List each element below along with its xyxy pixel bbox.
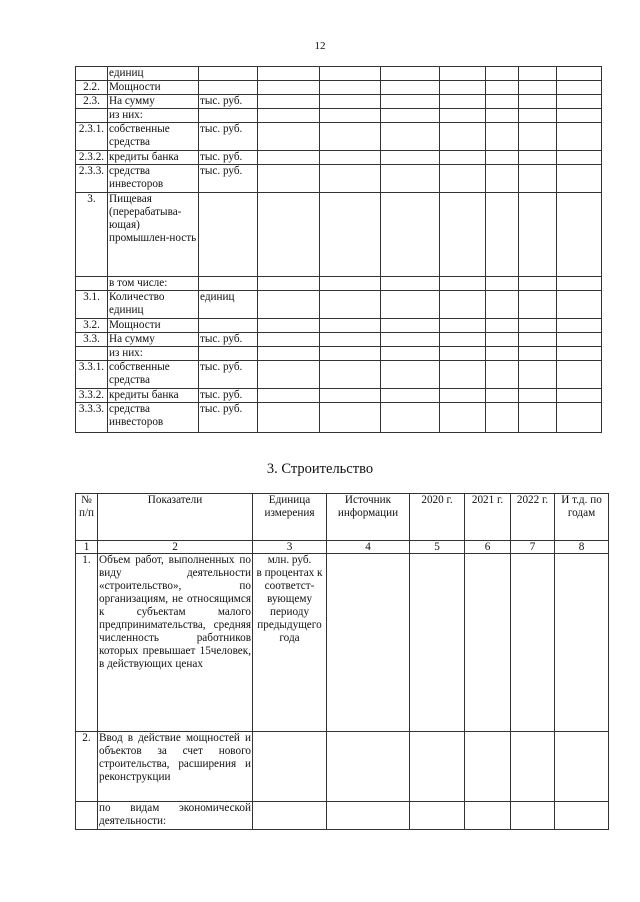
row-name: Количество единиц [108,291,199,319]
empty-cell [440,389,486,403]
row-unit: тыс. руб. [199,151,258,165]
empty-cell [486,151,519,165]
table-row [76,277,602,291]
row-unit [199,67,258,81]
row-unit: тыс. руб. [199,123,258,151]
row-num: 3.3.1. [76,361,108,389]
row-name: собственные средства [108,361,199,389]
empty-cell [555,732,609,802]
table-row [76,165,602,193]
row-num: 3.1. [76,291,108,319]
row-name: На сумму [108,95,199,109]
page-number: 12 [314,40,326,52]
header-2022: 2022 г. [511,494,555,541]
empty-cell [486,403,519,433]
empty-cell [440,81,486,95]
row-num: 3.3. [76,333,108,347]
empty-cell [381,389,440,403]
empty-cell [519,389,557,403]
row-num: 1. [76,554,98,732]
row-name: единиц [108,67,199,81]
empty-cell [486,277,519,291]
empty-cell [557,389,602,403]
empty-cell [511,732,555,802]
empty-cell [557,319,602,333]
row-num [76,802,98,830]
table-row [76,319,602,333]
empty-cell [410,732,465,802]
empty-cell [258,123,320,151]
row-name: Пищевая (перерабатыва-ющая) промышлен-ность [108,193,199,277]
row-num: 2.3. [76,95,108,109]
table-row [76,802,609,830]
empty-cell [381,403,440,433]
row-unit [199,319,258,333]
row-indicator: Объем работ, выполненных по виду деятельности «строительство», по организациям, не относящимся к субъектам малого предпринимательства, средняя численность работников которых превышает 15человек, в действующих ценах [98,554,253,732]
empty-cell [320,95,381,109]
empty-cell [440,333,486,347]
header-unit: Единица измерения [253,494,327,541]
empty-cell [327,554,410,732]
unit-line-1: млн. руб. [267,554,312,566]
empty-cell [381,277,440,291]
empty-cell [440,347,486,361]
column-number: 1 [76,541,98,554]
empty-cell [381,67,440,81]
row-name: Мощности [108,81,199,95]
empty-cell [486,333,519,347]
row-name: в том числе: [108,277,199,291]
column-number: 4 [327,541,410,554]
row-unit [199,193,258,277]
empty-cell [320,291,381,319]
empty-cell [381,95,440,109]
empty-cell [519,95,557,109]
empty-cell [557,151,602,165]
table-row [76,95,602,109]
row-unit [253,732,327,802]
empty-cell [519,277,557,291]
header-source: Источник информации [327,494,410,541]
empty-cell [320,81,381,95]
row-num [76,67,108,81]
header-indicators: Показатели [98,494,253,541]
empty-cell [440,277,486,291]
column-number-row [76,541,609,554]
row-name: кредиты банка [108,389,199,403]
row-unit [253,802,327,830]
empty-cell [327,732,410,802]
construction-table [75,493,609,830]
empty-cell [258,109,320,123]
table-row [76,123,602,151]
empty-cell [320,333,381,347]
empty-cell [519,109,557,123]
empty-cell [381,81,440,95]
empty-cell [258,193,320,277]
empty-cell [519,291,557,319]
empty-cell [519,67,557,81]
empty-cell [320,389,381,403]
empty-cell [486,95,519,109]
table-row [76,291,602,319]
unit-line-2: в процентах к соответст-вующему периоду предыдущего года [256,567,323,644]
empty-cell [519,193,557,277]
empty-cell [465,732,511,802]
table-row [76,347,602,361]
empty-cell [557,81,602,95]
table-row [76,403,602,433]
empty-cell [381,291,440,319]
empty-cell [440,291,486,319]
empty-cell [327,802,410,830]
empty-cell [486,109,519,123]
empty-cell [557,193,602,277]
empty-cell [486,361,519,389]
empty-cell [410,554,465,732]
empty-cell [320,67,381,81]
row-num: 3.3.3. [76,403,108,433]
header-num: № п/п [76,494,98,541]
column-number: 8 [555,541,609,554]
row-indicator: по видам экономической деятельности: [98,802,253,830]
empty-cell [258,389,320,403]
empty-cell [557,109,602,123]
table-row [76,109,602,123]
header-2021: 2021 г. [465,494,511,541]
empty-cell [440,109,486,123]
empty-cell [486,319,519,333]
header-2020: 2020 г. [410,494,465,541]
column-number: 6 [465,541,511,554]
empty-cell [519,361,557,389]
empty-cell [440,165,486,193]
table-row [76,554,609,732]
row-num: 2.3.1. [76,123,108,151]
empty-cell [519,81,557,95]
empty-cell [320,109,381,123]
empty-cell [486,389,519,403]
table-row [76,151,602,165]
empty-cell [258,67,320,81]
empty-cell [258,165,320,193]
row-num [76,277,108,291]
header-etc: И т.д. по годам [555,494,609,541]
empty-cell [381,165,440,193]
row-unit: единиц [199,291,258,319]
empty-cell [440,123,486,151]
empty-cell [381,109,440,123]
empty-cell [320,403,381,433]
row-unit: тыс. руб. [199,389,258,403]
table-row [76,333,602,347]
empty-cell [320,165,381,193]
empty-cell [410,802,465,830]
table-row [76,81,602,95]
empty-cell [258,151,320,165]
empty-cell [258,291,320,319]
section-title: 3. Строительство [266,461,374,477]
table-row [76,389,602,403]
empty-cell [320,123,381,151]
column-number: 7 [511,541,555,554]
empty-cell [486,165,519,193]
empty-cell [519,123,557,151]
empty-cell [440,67,486,81]
empty-cell [381,151,440,165]
empty-cell [381,361,440,389]
row-name: средства инвесторов [108,403,199,433]
row-unit: тыс. руб. [199,361,258,389]
empty-cell [440,403,486,433]
row-name: На сумму [108,333,199,347]
empty-cell [440,95,486,109]
empty-cell [557,277,602,291]
row-unit [253,554,327,732]
empty-cell [320,193,381,277]
row-unit [199,277,258,291]
empty-cell [258,277,320,291]
empty-cell [465,554,511,732]
empty-cell [555,802,609,830]
row-num: 3. [76,193,108,277]
empty-cell [320,277,381,291]
empty-cell [486,67,519,81]
empty-cell [519,165,557,193]
empty-cell [557,403,602,433]
table-row [76,193,602,277]
empty-cell [519,319,557,333]
empty-cell [258,81,320,95]
row-name: кредиты банка [108,151,199,165]
row-name: собственные средства [108,123,199,151]
column-number: 5 [410,541,465,554]
investment-table-continued [75,66,602,433]
empty-cell [519,403,557,433]
empty-cell [486,123,519,151]
empty-cell [381,347,440,361]
row-num: 2.2. [76,81,108,95]
empty-cell [440,361,486,389]
empty-cell [320,347,381,361]
empty-cell [557,347,602,361]
row-indicator: Ввод в действие мощностей и объектов за счет нового строительства, расширения и реконструкции [98,732,253,802]
empty-cell [557,165,602,193]
empty-cell [486,193,519,277]
empty-cell [557,291,602,319]
empty-cell [258,95,320,109]
empty-cell [519,151,557,165]
table-row [76,67,602,81]
table-row [76,361,602,389]
empty-cell [555,554,609,732]
empty-cell [440,151,486,165]
empty-cell [320,361,381,389]
empty-cell [258,361,320,389]
empty-cell [258,319,320,333]
row-num: 3.2. [76,319,108,333]
row-name: из них: [108,109,199,123]
empty-cell [258,333,320,347]
empty-cell [320,151,381,165]
empty-cell [465,802,511,830]
row-num [76,347,108,361]
empty-cell [320,319,381,333]
empty-cell [557,95,602,109]
empty-cell [511,802,555,830]
row-name: Мощности [108,319,199,333]
empty-cell [381,333,440,347]
row-name: из них: [108,347,199,361]
row-num: 3.3.2. [76,389,108,403]
empty-cell [381,123,440,151]
row-unit [199,109,258,123]
row-unit: тыс. руб. [199,403,258,433]
empty-cell [381,319,440,333]
empty-cell [557,67,602,81]
row-unit: тыс. руб. [199,333,258,347]
row-num [76,109,108,123]
empty-cell [486,291,519,319]
empty-cell [258,347,320,361]
empty-cell [440,319,486,333]
empty-cell [381,193,440,277]
empty-cell [557,333,602,347]
empty-cell [440,193,486,277]
row-num: 2.3.3. [76,165,108,193]
row-unit [199,347,258,361]
row-num: 2.3.2. [76,151,108,165]
empty-cell [486,81,519,95]
empty-cell [486,347,519,361]
empty-cell [519,333,557,347]
row-unit [199,81,258,95]
empty-cell [511,554,555,732]
empty-cell [519,347,557,361]
empty-cell [258,403,320,433]
column-number: 2 [98,541,253,554]
row-name: средства инвесторов [108,165,199,193]
row-num: 2. [76,732,98,802]
empty-cell [557,361,602,389]
table-row [76,732,609,802]
column-number: 3 [253,541,327,554]
empty-cell [557,123,602,151]
row-unit: тыс. руб. [199,95,258,109]
row-unit: тыс. руб. [199,165,258,193]
